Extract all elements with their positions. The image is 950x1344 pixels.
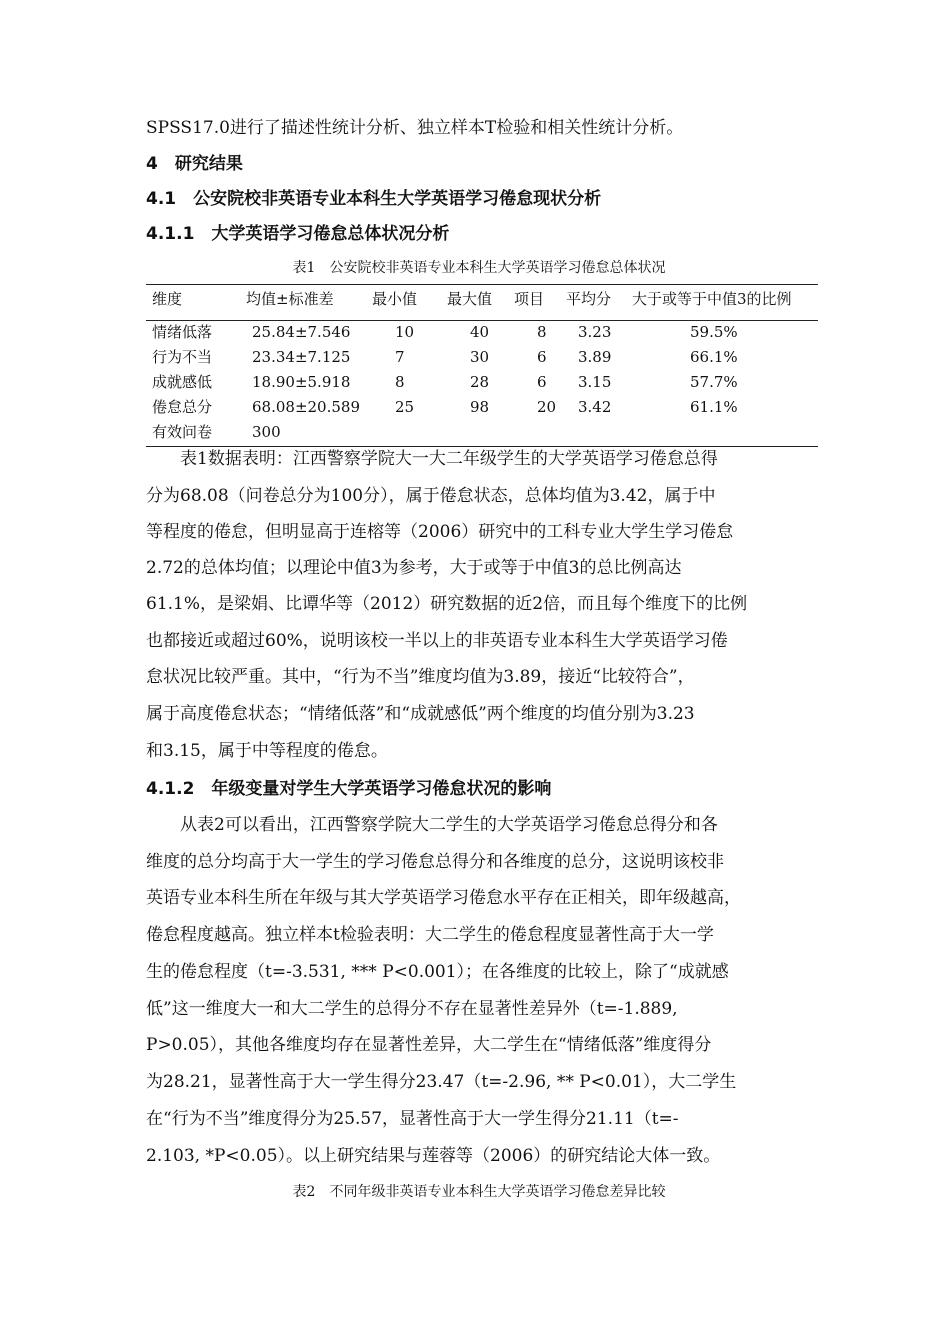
table-cell: 57.7%	[690, 373, 738, 391]
paragraph-line: 表1数据表明：江西警察学院大一大二年级学生的大学英语学习倦怠总得	[180, 449, 718, 469]
table1-mid-rule	[146, 320, 818, 321]
section-heading-4-1-2: 4.1.2 年级变量对学生大学英语学习倦怠状况的影响	[146, 779, 552, 799]
paragraph-line: 等程度的倦怠，但明显高于连榕等（2006）研究中的工科专业大学生学习倦怠	[146, 522, 734, 542]
table1-header-cell: 项目	[514, 290, 545, 308]
paragraph-line: 属于高度倦怠状态；“情绪低落”和“成就感低”两个维度的均值分别为3.23	[146, 704, 695, 724]
text-line: SPSS17.0进行了描述性统计分析、独立样本T检验和相关性统计分析。	[146, 118, 684, 138]
table-cell: 68.08±20.589	[252, 398, 360, 416]
table1-header-cell: 最小值	[372, 290, 418, 308]
table-cell: 25.84±7.546	[252, 323, 351, 341]
table-cell: 有效问卷	[152, 423, 213, 441]
paragraph-line: 分为68.08（问卷总分为100分），属于倦怠状态，总体均值为3.42，属于中	[146, 486, 716, 506]
table1-header-cell: 均值±标准差	[246, 290, 334, 308]
table-cell: 行为不当	[152, 348, 213, 366]
table-cell: 8	[537, 323, 547, 341]
table-cell: 18.90±5.918	[252, 373, 351, 391]
paragraph-line: 也都接近或超过60%，说明该校一半以上的非英语专业本科生大学英语学习倦	[146, 631, 728, 651]
table1-top-rule	[146, 284, 818, 285]
table1-header-cell: 维度	[152, 290, 183, 308]
table-cell: 倦怠总分	[152, 398, 213, 416]
table-cell: 3.23	[578, 323, 612, 341]
table2-caption: 表2 不同年级非英语专业本科生大学英语学习倦怠差异比较	[292, 1184, 666, 1200]
table-cell: 40	[470, 323, 490, 341]
table-cell: 61.1%	[690, 398, 738, 416]
table-cell: 28	[470, 373, 490, 391]
table1-caption: 表1 公安院校非英语专业本科生大学英语学习倦怠总体状况	[292, 260, 666, 276]
table-cell: 8	[395, 373, 405, 391]
table-cell: 6	[537, 348, 547, 366]
paragraph-line: 从表2可以看出，江西警察学院大二学生的大学英语学习倦怠总得分和各	[180, 815, 718, 835]
paragraph-line: 生的倦怠程度（t=-3.531, *** P<0.001）；在各维度的比较上，除了“成就感	[146, 962, 729, 982]
table-cell: 6	[537, 373, 547, 391]
table1-header-cell: 大于或等于中值3的比例	[632, 290, 792, 308]
table-cell: 3.89	[578, 348, 612, 366]
paragraph-line: 在“行为不当”维度得分为25.57，显著性高于大一学生得分21.11（t=-	[146, 1109, 679, 1129]
table-cell: 3.15	[578, 373, 612, 391]
section-heading-4-1-1: 4.1.1 大学英语学习倦怠总体状况分析	[146, 224, 450, 244]
table-cell: 25	[395, 398, 415, 416]
paragraph-line: 61.1%，是梁娟、比谭华等（2012）研究数据的近2倍，而且每个维度下的比例	[146, 594, 748, 614]
paragraph-line: 英语专业本科生所在年级与其大学英语学习倦怠水平存在正相关，即年级越高，	[146, 888, 741, 908]
table1-bottom-rule	[146, 446, 818, 447]
paragraph-line: 低”这一维度大一和大二学生的总得分不存在显著性差异外（t=-1.889,	[146, 999, 678, 1019]
paragraph-line: 怠状况比较严重。其中，“行为不当”维度均值为3.89，接近“比较符合”，	[146, 667, 695, 687]
section-heading-4-1: 4.1 公安院校非英语专业本科生大学英语学习倦怠现状分析	[146, 189, 602, 209]
table-cell: 20	[537, 398, 557, 416]
paragraph-line: 2.72的总体均值；以理论中值3为参考，大于或等于中值3的总比例高达	[146, 558, 682, 578]
section-heading-4: 4 研究结果	[146, 154, 243, 174]
table-cell: 30	[470, 348, 490, 366]
paragraph-line: 2.103, *P<0.05）。以上研究结果与莲蓉等（2006）的研究结论大体一致。	[146, 1146, 721, 1166]
table1-header-cell: 最大值	[447, 290, 493, 308]
paragraph-line: 维度的总分均高于大一学生的学习倦怠总得分和各维度的总分，这说明该校非	[146, 852, 724, 872]
paragraph-line: 为28.21，显著性高于大一学生得分23.47（t=-2.96, ** P<0.01），大二学生	[146, 1072, 737, 1092]
table-cell: 98	[470, 398, 490, 416]
paragraph-line: 和3.15，属于中等程度的倦怠。	[146, 741, 388, 761]
table-cell: 3.42	[578, 398, 612, 416]
table-cell: 情绪低落	[152, 323, 213, 341]
paragraph-line: 倦怠程度越高。独立样本t检验表明：大二学生的倦怠程度显著性高于大一学	[146, 925, 714, 945]
table1-header-cell: 平均分	[566, 290, 612, 308]
table-cell: 成就感低	[152, 373, 213, 391]
table-cell: 66.1%	[690, 348, 738, 366]
table-cell: 59.5%	[690, 323, 738, 341]
table-cell: 7	[395, 348, 405, 366]
paragraph-line: P>0.05），其他各维度均存在显著性差异，大二学生在“情绪低落”维度得分	[146, 1035, 712, 1055]
table-cell: 300	[252, 423, 281, 441]
table-cell: 23.34±7.125	[252, 348, 351, 366]
table-cell: 10	[395, 323, 415, 341]
